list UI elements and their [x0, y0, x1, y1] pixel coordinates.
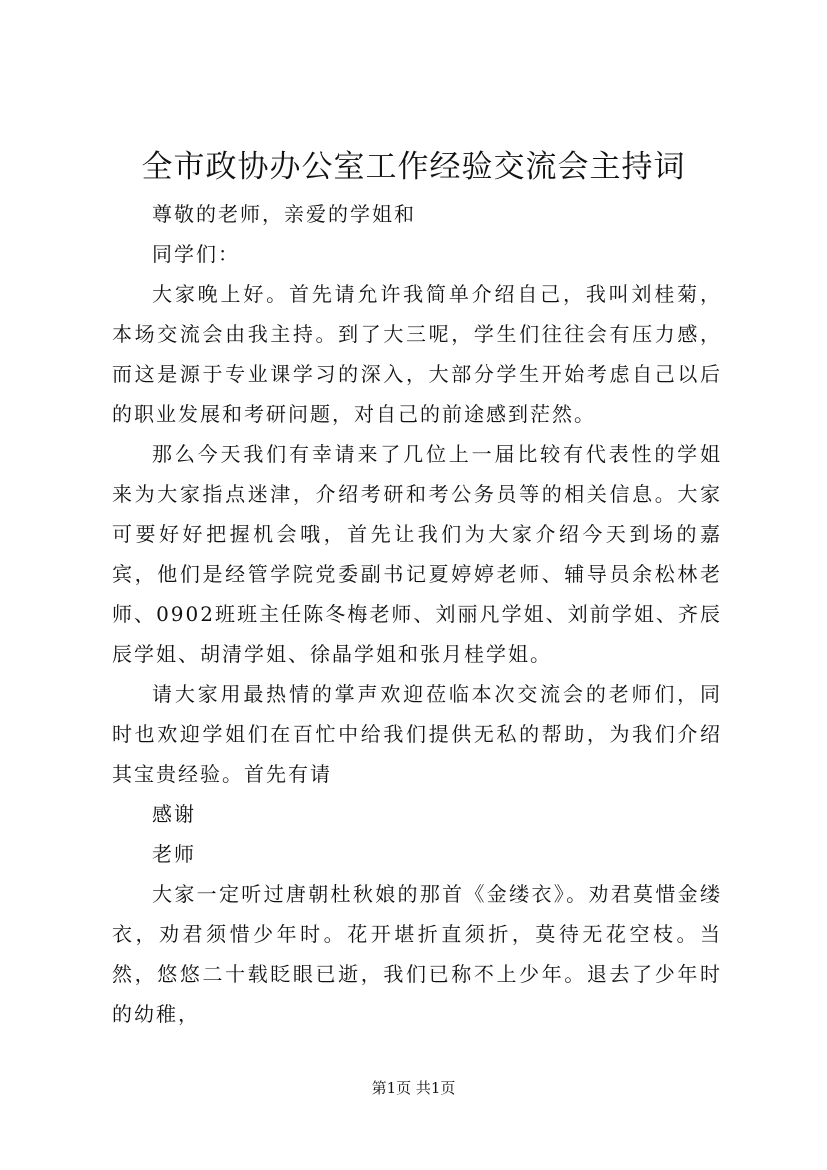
paragraph-guests: 那么今天我们有幸请来了几位上一届比较有代表性的学姐来为大家指点迷津，介绍考研和考公务员等的相关信息。大家可要好好把握机会哦，首先让我们为大家介绍今天到场的嘉宾，他们是经管学院党委副书记夏婷婷老师、辅导员余松林老师、0902班班主任陈冬梅老师、刘丽凡学姐、刘前学姐、齐辰辰学姐、胡清学姐、徐晶学姐和张月桂学姐。 — [112, 442, 722, 666]
paragraph-intro: 大家晚上好。首先请允许我简单介绍自己，我叫刘桂菊，本场交流会由我主持。到了大三呢，学生们往往会有压力感，而这是源于专业课学习的深入，大部分学生开始考虑自己以后的职业发展和考研问题，对自己的前途感到茫然。 — [112, 282, 722, 426]
paragraph-poem: 大家一定听过唐朝杜秋娘的那首《金缕衣》。劝君莫惜金缕衣，劝君须惜少年时。花开堪折直须折，莫待无花空枝。当然，悠悠二十载眨眼已逝，我们已称不上少年。退去了少年时的幼稚， — [112, 882, 722, 1026]
line-teacher: 老师 — [152, 842, 196, 866]
page-number-footer: 第1页 共1页 — [371, 1079, 456, 1097]
line-thanks: 感谢 — [152, 802, 196, 826]
document-title: 全市政协办公室工作经验交流会主持词 — [141, 149, 686, 185]
document-body — [112, 194, 722, 1034]
salutation-line-2: 同学们： — [152, 242, 240, 266]
salutation-line-1: 尊敬的老师，亲爱的学姐和 — [152, 202, 416, 226]
paragraph-welcome: 请大家用最热情的掌声欢迎莅临本次交流会的老师们，同时也欢迎学姐们在百忙中给我们提供无私的帮助，为我们介绍其宝贵经验。首先有请 — [112, 682, 722, 786]
